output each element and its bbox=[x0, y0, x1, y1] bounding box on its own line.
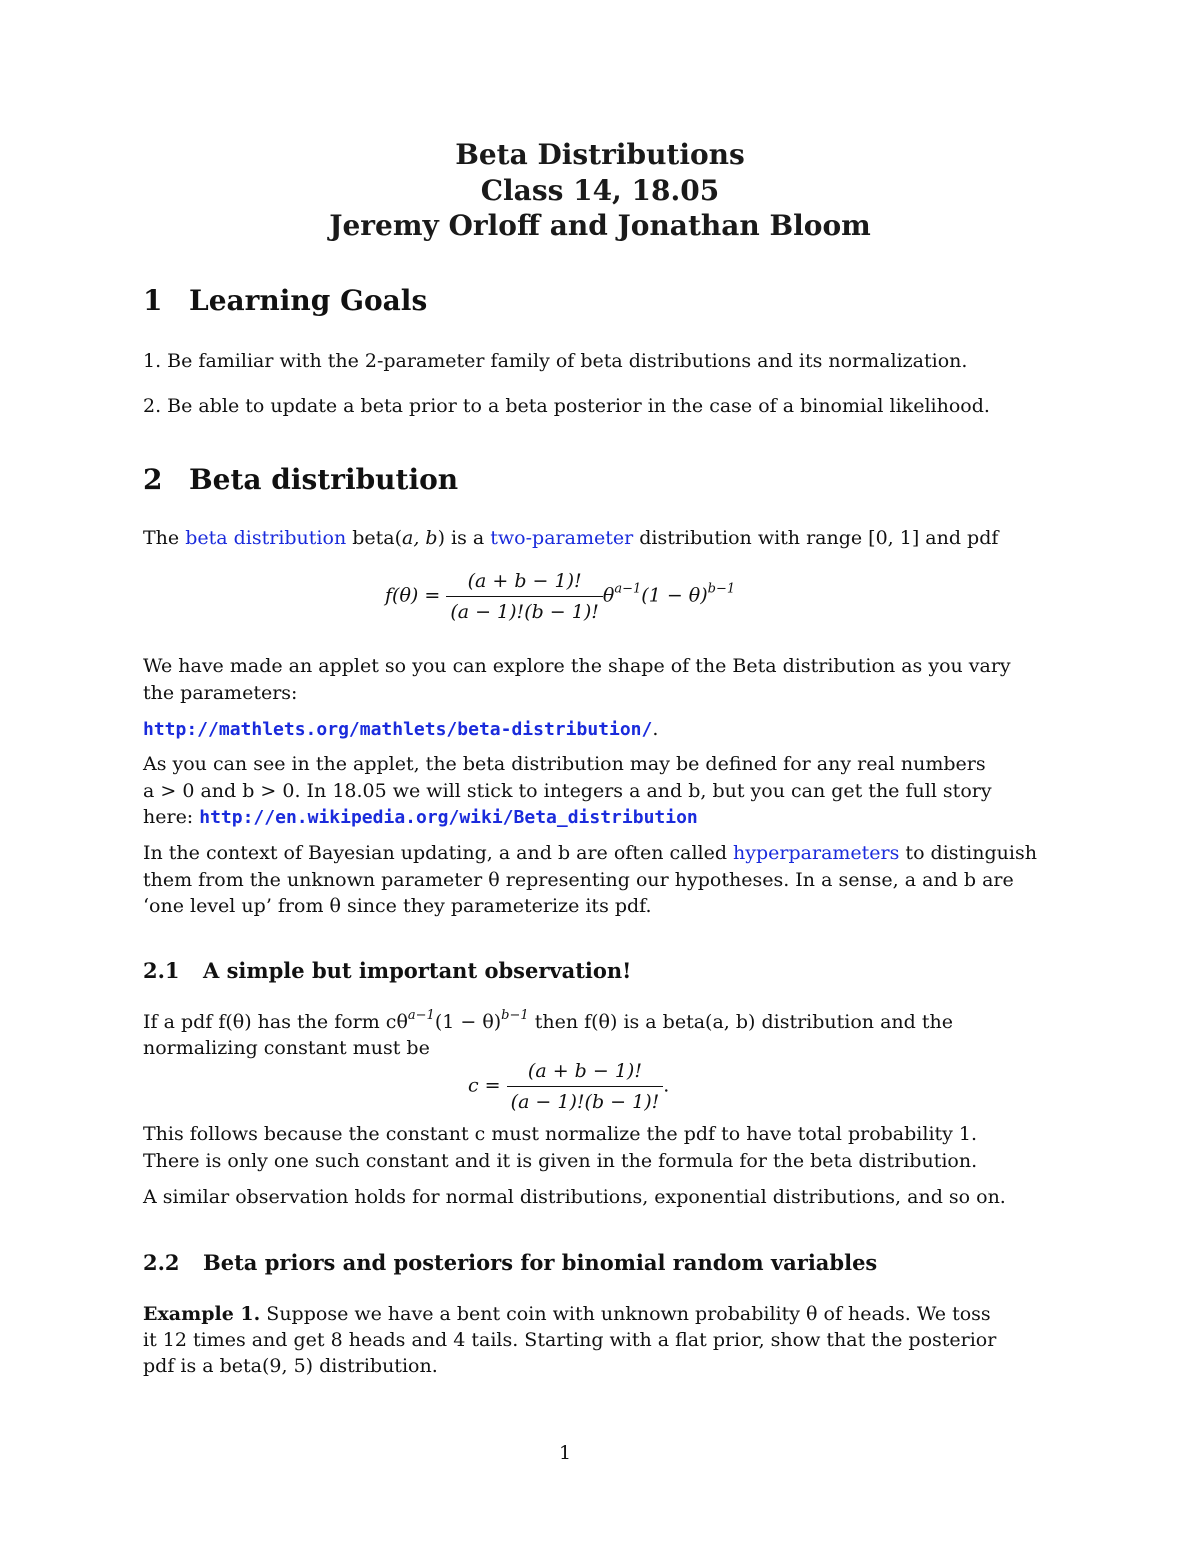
text: beta( bbox=[346, 527, 403, 549]
fraction-denominator: (a − 1)!(b − 1)! bbox=[450, 601, 599, 623]
wikipedia-link[interactable]: http://en.wikipedia.org/wiki/Beta_distribution bbox=[199, 807, 698, 828]
formula-lhs: c = bbox=[468, 1074, 501, 1097]
authors: Jeremy Orloff and Jonathan Bloom bbox=[329, 209, 871, 242]
text: to distinguish bbox=[899, 842, 1037, 864]
section-2-2-heading bbox=[143, 1250, 877, 1275]
section-title: Beta distribution bbox=[189, 463, 459, 496]
page-number: 1 bbox=[558, 1442, 572, 1464]
defined-text-line: As you can see in the applet, the beta distribution may be defined for any real numbers bbox=[143, 753, 986, 775]
text: In the context of Bayesian updating, a and b are often called bbox=[143, 842, 734, 864]
exponent: a−1 bbox=[407, 1008, 435, 1023]
follows-text-line: This follows because the constant c must normalize the pdf to have total probability 1. bbox=[143, 1123, 978, 1145]
hyperparameters-link[interactable]: hyperparameters bbox=[733, 842, 900, 864]
text: (1 − θ) bbox=[434, 1011, 502, 1033]
section-2-heading bbox=[143, 463, 458, 496]
fraction-denominator: (a − 1)!(b − 1)! bbox=[510, 1091, 660, 1113]
exponent: b−1 bbox=[707, 581, 736, 597]
defined-text-line bbox=[143, 804, 698, 831]
text: Suppose we have a bent coin with unknown probability θ of heads. We toss bbox=[260, 1303, 991, 1325]
fraction-numerator: (a + b − 1)! bbox=[507, 1058, 664, 1087]
text: distribution with range [0, 1] and pdf bbox=[633, 527, 999, 549]
learning-goal-item: 1. Be familiar with the 2-parameter family of beta distributions and its normalization. bbox=[143, 350, 968, 372]
text: The bbox=[143, 527, 186, 549]
applet-url-link[interactable]: http://mathlets.org/mathlets/beta-distribution/ bbox=[143, 719, 653, 740]
text: . bbox=[663, 1074, 670, 1097]
formula-lhs: f(θ) = bbox=[385, 584, 441, 607]
observation-line bbox=[143, 1009, 953, 1035]
section-number: 2 bbox=[143, 463, 163, 496]
text: If a pdf f(θ) has the form cθ bbox=[143, 1011, 408, 1033]
constant-fraction bbox=[507, 1058, 664, 1115]
section-2-1-heading bbox=[143, 958, 631, 983]
text: . bbox=[652, 718, 659, 740]
beta-intro-paragraph bbox=[143, 525, 1043, 551]
constant-formula bbox=[468, 1058, 669, 1115]
text: ) is a bbox=[437, 527, 491, 549]
math-args: a, b bbox=[402, 527, 438, 549]
section-number: 2.2 bbox=[143, 1250, 180, 1275]
applet-text-line: the parameters: bbox=[143, 682, 298, 704]
two-parameter-link[interactable]: two-parameter bbox=[490, 527, 634, 549]
exponent: a−1 bbox=[614, 581, 642, 597]
formula-term: (1 − θ) bbox=[641, 584, 708, 607]
bayes-text-line bbox=[143, 840, 1037, 866]
section-title: Beta priors and posteriors for binomial random variables bbox=[203, 1250, 878, 1275]
example-line: it 12 times and get 8 heads and 4 tails. Starting with a flat prior, show that the posterior bbox=[143, 1329, 997, 1351]
example-line: pdf is a beta(9, 5) distribution. bbox=[143, 1355, 438, 1377]
exponent: b−1 bbox=[501, 1008, 529, 1023]
section-1-heading bbox=[143, 284, 427, 317]
class-line: Class 14, 18.05 bbox=[480, 174, 720, 207]
pdf-formula bbox=[385, 568, 735, 625]
observation-line: normalizing constant must be bbox=[143, 1037, 430, 1059]
example-label: Example 1. bbox=[143, 1303, 261, 1325]
similar-text-line: A similar observation holds for normal distributions, exponential distributions, and so on. bbox=[143, 1186, 1006, 1208]
pdf-fraction bbox=[446, 568, 603, 625]
text: here: bbox=[143, 806, 200, 828]
section-title: Learning Goals bbox=[189, 284, 428, 317]
applet-url-line bbox=[143, 716, 658, 743]
example-line bbox=[143, 1301, 991, 1327]
theta: θ bbox=[602, 584, 615, 607]
bayes-text-line: ‘one level up’ from θ since they parameterize its pdf. bbox=[143, 895, 652, 917]
bayes-text-line: them from the unknown parameter θ representing our hypotheses. In a sense, a and b are bbox=[143, 869, 1014, 891]
section-number: 2.1 bbox=[143, 958, 180, 983]
defined-text-line: a > 0 and b > 0. In 18.05 we will stick to integers a and b, but you can get the full story bbox=[143, 780, 992, 802]
learning-goal-item: 2. Be able to update a beta prior to a beta posterior in the case of a binomial likelihood. bbox=[143, 395, 990, 417]
section-title: A simple but important observation! bbox=[203, 958, 632, 983]
section-number: 1 bbox=[143, 284, 163, 317]
text: then f(θ) is a beta(a, b) distribution and the bbox=[528, 1011, 953, 1033]
fraction-numerator: (a + b − 1)! bbox=[446, 568, 603, 597]
follows-text-line: There is only one such constant and it is given in the formula for the beta distribution. bbox=[143, 1150, 978, 1172]
beta-distribution-link[interactable]: beta distribution bbox=[185, 527, 347, 549]
applet-text-line: We have made an applet so you can explore the shape of the Beta distribution as you vary bbox=[143, 655, 1011, 677]
document-title: Beta Distributions bbox=[455, 138, 745, 171]
